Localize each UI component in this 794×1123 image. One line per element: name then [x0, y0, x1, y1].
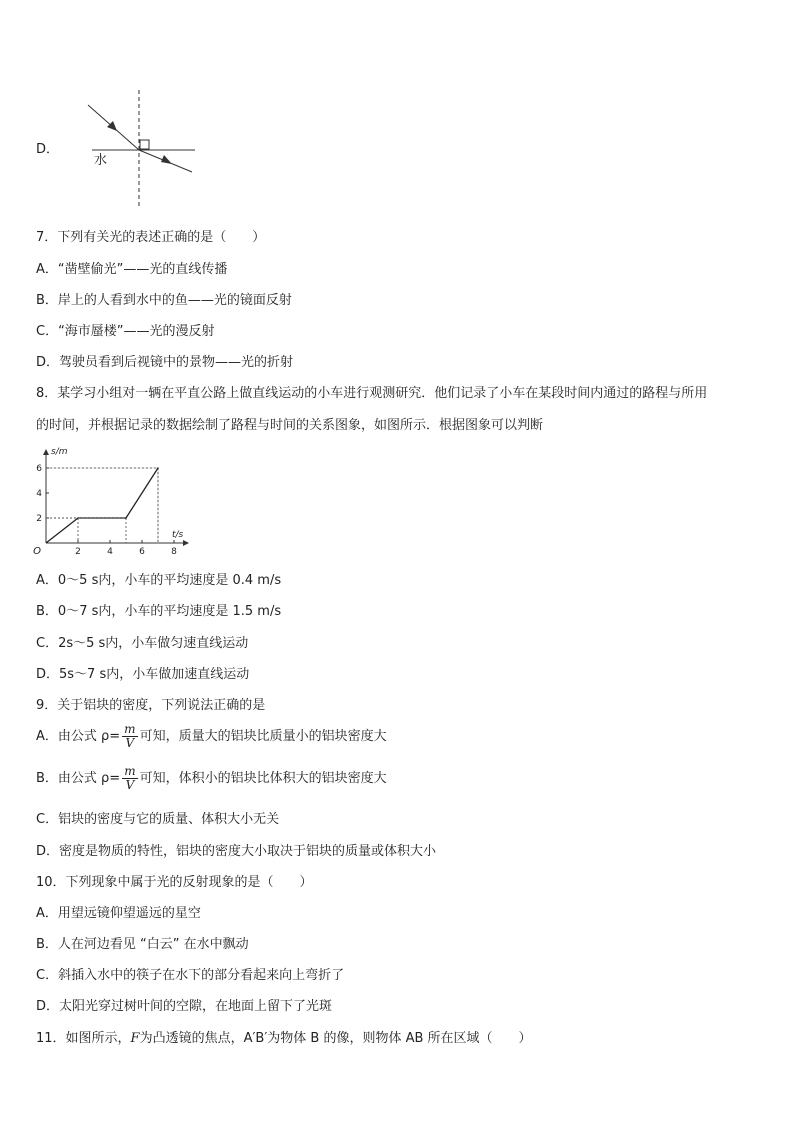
q7-option-b: B．岸上的人看到水中的鱼——光的镜面反射: [36, 293, 292, 308]
q10-option-c: C．斜插入水中的筷子在水下的部分看起来向上弯折了: [36, 968, 345, 983]
q9-b-suffix: 可知，体积小的铝块比体积大的铝块密度大: [139, 771, 387, 786]
q11-stem: [36, 1030, 532, 1048]
q9-a-suffix: 可知，质量大的铝块比质量小的铝块密度大: [139, 729, 387, 744]
q9-stem: 9．关于铝块的密度，下列说法正确的是: [36, 698, 266, 713]
q10-stem: 10．下列现象中属于光的反射现象的是（ ）: [36, 875, 313, 890]
x-tick-label: 4: [107, 547, 113, 557]
frac-numerator: m: [124, 722, 136, 736]
q9-a-prefix: A．由公式 ρ=: [36, 729, 121, 744]
origin-label: O: [33, 546, 41, 557]
q6-option-d-label: D．: [36, 142, 60, 157]
q8-stem-line2: 的时间，并根据记录的数据绘制了路程与时间的关系图象，如图所示．根据图象可以判断: [36, 418, 544, 433]
x-axis-label: t/s: [172, 530, 184, 540]
y-axis-label: s/m: [51, 447, 68, 457]
frac-denominator: V: [125, 778, 135, 792]
q8-option-b: B．0～7 s内，小车的平均速度是 1.5 m/s: [36, 604, 282, 619]
density-formula-fraction: [122, 723, 137, 750]
q7-stem: 7．下列有关光的表述正确的是（ ）: [36, 230, 266, 245]
q8-stem-line1: 8．某学习小组对一辆在平直公路上做直线运动的小车进行观测研究．他们记录了小车在某段时间内通过的路程与所用: [36, 386, 708, 401]
y-tick-label: 2: [36, 514, 42, 524]
q10-option-b: B．人在河边看见 “白云” 在水中飘动: [36, 937, 249, 952]
y-axis-arrow: [43, 449, 49, 455]
q7-option-d: D．驾驶员看到后视镜中的景物——光的折射: [36, 355, 294, 370]
q8-option-a: A．0～5 s内，小车的平均速度是 0.4 m/s: [36, 573, 282, 588]
refracted-arrow: [161, 155, 172, 164]
q8-option-c: C．2s～5 s内，小车做匀速直线运动: [36, 636, 249, 651]
q9-option-a: [36, 723, 387, 750]
q11-prefix: 11．如图所示，: [36, 1031, 131, 1046]
q7-option-c: C．“海市蜃楼”——光的漫反射: [36, 324, 215, 339]
y-tick-label: 4: [36, 489, 42, 499]
q11-rest: 为凸透镜的焦点，A′B′为物体 B 的像，则物体 AB 所在区域（ ）: [139, 1031, 532, 1046]
frac-denominator: V: [125, 736, 135, 750]
x-tick-label: 2: [75, 547, 81, 557]
water-label: 水: [94, 153, 108, 168]
q9-option-c: C．铝块的密度与它的质量、体积大小无关: [36, 812, 280, 827]
q10-option-a: A．用望远镜仰望遥远的星空: [36, 906, 201, 921]
x-tick-label: 6: [139, 547, 145, 557]
data-point: [125, 517, 127, 519]
q7-option-a: A．“凿壁偷光”——光的直线传播: [36, 262, 228, 277]
frac-numerator: m: [124, 764, 136, 778]
data-point: [157, 467, 159, 469]
series-line: [46, 468, 158, 543]
q9-b-prefix: B．由公式 ρ=: [36, 771, 121, 786]
right-angle-mark: [140, 140, 149, 149]
q11-focus-symbol: F: [130, 1031, 140, 1046]
y-tick-label: 6: [36, 464, 42, 474]
x-tick-label: 8: [171, 547, 177, 557]
q6-refraction-diagram: [80, 88, 205, 210]
q9-option-b: [36, 765, 387, 792]
q10-option-d: D．太阳光穿过树叶间的空隙，在地面上留下了光斑: [36, 999, 333, 1014]
x-axis-arrow: [183, 540, 189, 546]
st-graph: [30, 447, 195, 562]
density-formula-fraction: [122, 765, 137, 792]
q9-option-d: D．密度是物质的特性，铝块的密度大小取决于铝块的质量或体积大小: [36, 844, 437, 859]
q8-option-d: D．5s～7 s内，小车做加速直线运动: [36, 667, 250, 682]
